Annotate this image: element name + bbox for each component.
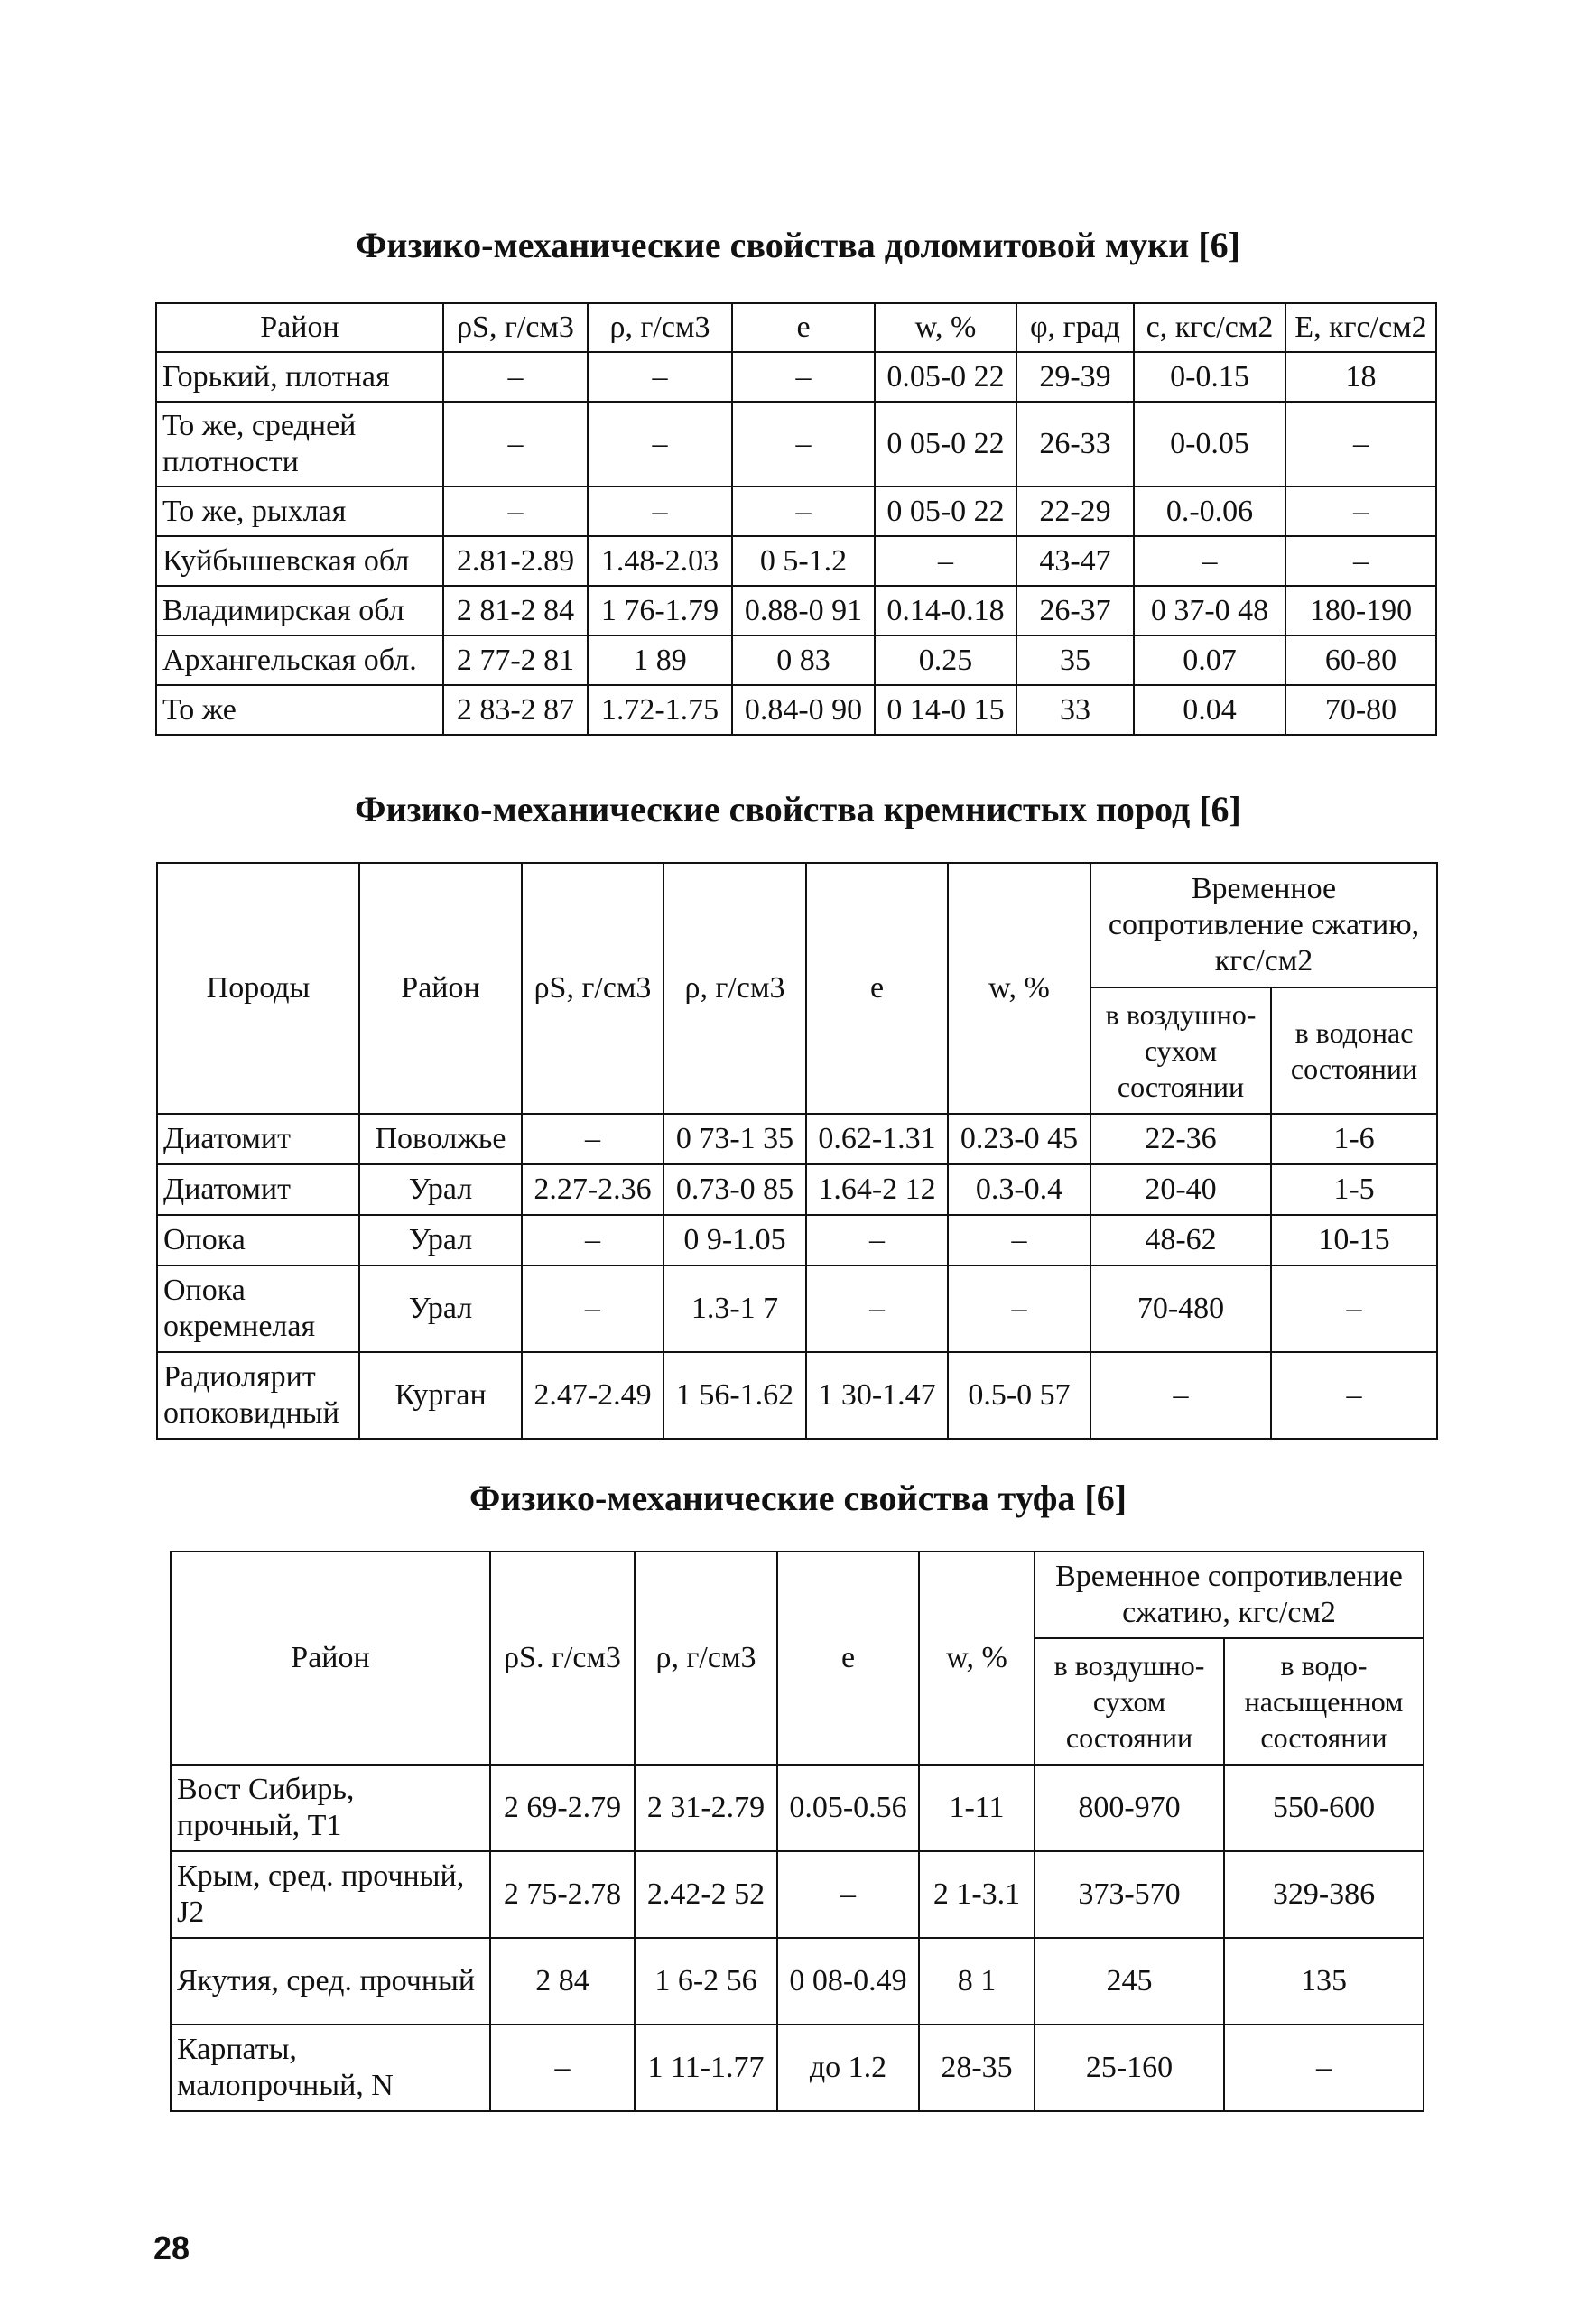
table-cell: – <box>777 1851 919 1938</box>
header-cell: w, % <box>875 303 1016 352</box>
table-cell: – <box>522 1114 663 1164</box>
table-cell: – <box>732 402 875 487</box>
header-cell: ρ, г/см3 <box>588 303 732 352</box>
table-cell: Урал <box>359 1215 522 1265</box>
table-cell: 2 1-3.1 <box>919 1851 1035 1938</box>
header-cell: w, % <box>919 1552 1035 1765</box>
table-cell: – <box>588 487 732 536</box>
table-cell: 26-37 <box>1016 586 1134 635</box>
table-cell: 0.25 <box>875 635 1016 685</box>
table-cell: 26-33 <box>1016 402 1134 487</box>
table-cell: 1 89 <box>588 635 732 685</box>
table-cell: То же <box>156 685 443 735</box>
table-cell: 180-190 <box>1285 586 1436 635</box>
table-cell: То же, рыхлая <box>156 487 443 536</box>
table-row <box>171 1938 1424 2025</box>
table-cell: – <box>732 352 875 402</box>
table-cell: Карпаты, малопрочный, N <box>171 2025 490 2111</box>
table-cell: 0.23-0 45 <box>948 1114 1090 1164</box>
table-row <box>156 352 1436 402</box>
header-cell: в водо-насыщенном состоянии <box>1224 1638 1424 1765</box>
table-cell: 0 05-0 22 <box>875 487 1016 536</box>
table-cell: Опока <box>157 1215 359 1265</box>
table-cell: – <box>443 352 588 402</box>
header-cell: ρ, г/см3 <box>635 1552 777 1765</box>
table-cell: 1 11-1.77 <box>635 2025 777 2111</box>
table-cell: 70-80 <box>1285 685 1436 735</box>
table-cell: 2.47-2.49 <box>522 1352 663 1439</box>
table-cell: – <box>806 1215 948 1265</box>
table-cell: 29-39 <box>1016 352 1134 402</box>
table-cell: Поволжье <box>359 1114 522 1164</box>
table-cell: – <box>875 536 1016 586</box>
table-cell: 2.42-2 52 <box>635 1851 777 1938</box>
table-cell: 1.3-1 7 <box>663 1265 806 1352</box>
header-cell: ρ, г/см3 <box>663 863 806 1114</box>
table-cell: Якутия, сред. прочный <box>171 1938 490 2025</box>
table-cell: – <box>1271 1265 1437 1352</box>
header-cell: Район <box>156 303 443 352</box>
table-cell: 43-47 <box>1016 536 1134 586</box>
table-row <box>171 1851 1424 1938</box>
table-cell: 135 <box>1224 1938 1424 2025</box>
table-cell: – <box>443 402 588 487</box>
header-cell: в водонас состоянии <box>1271 987 1437 1114</box>
header-cell: Временное сопротивление сжатию, кгс/см2 <box>1090 863 1437 987</box>
table-row <box>157 1164 1437 1215</box>
table-cell: – <box>732 487 875 536</box>
table-cell: – <box>1271 1352 1437 1439</box>
table3-header-row <box>171 1552 1424 1638</box>
table-row <box>171 1765 1424 1851</box>
table-cell: 10-15 <box>1271 1215 1437 1265</box>
table-cell: 20-40 <box>1090 1164 1271 1215</box>
header-cell: φ, град <box>1016 303 1134 352</box>
table-cell: 0 9-1.05 <box>663 1215 806 1265</box>
table-cell: – <box>1134 536 1285 586</box>
table-cell: 28-35 <box>919 2025 1035 2111</box>
table-row <box>157 1352 1437 1439</box>
table-cell: 1-5 <box>1271 1164 1437 1215</box>
header-cell: Район <box>359 863 522 1114</box>
table2-header-row <box>157 863 1437 987</box>
table2 <box>156 862 1438 1440</box>
table-row <box>157 1215 1437 1265</box>
table-cell: Куйбышевская обл <box>156 536 443 586</box>
table-cell: – <box>1285 487 1436 536</box>
table-cell: 0.88-0 91 <box>732 586 875 635</box>
header-cell: w, % <box>948 863 1090 1114</box>
table-cell: 1-6 <box>1271 1114 1437 1164</box>
table-cell: 0 05-0 22 <box>875 402 1016 487</box>
table-cell: – <box>1224 2025 1424 2111</box>
table-cell: 0-0.15 <box>1134 352 1285 402</box>
table-cell: – <box>443 487 588 536</box>
table-cell: 0 83 <box>732 635 875 685</box>
table1-title: Физико-механические свойства доломитовой муки [6] <box>356 225 1240 265</box>
table-cell: – <box>522 1215 663 1265</box>
header-cell: E, кгс/см2 <box>1285 303 1436 352</box>
table-cell: 2 83-2 87 <box>443 685 588 735</box>
table-cell: 35 <box>1016 635 1134 685</box>
table-cell: 0.04 <box>1134 685 1285 735</box>
table-cell: 2 31-2.79 <box>635 1765 777 1851</box>
table-cell: 2 84 <box>490 1938 635 2025</box>
table-cell: 2.27-2.36 <box>522 1164 663 1215</box>
table-cell: 2 81-2 84 <box>443 586 588 635</box>
table2-title: Физико-механические свойства кремнистых пород [6] <box>355 789 1241 829</box>
table-cell: 60-80 <box>1285 635 1436 685</box>
table-cell: Горький, плотная <box>156 352 443 402</box>
header-cell: Породы <box>157 863 359 1114</box>
table-row <box>157 1265 1437 1352</box>
table-cell: 0.14-0.18 <box>875 586 1016 635</box>
table-cell: Опока окремнелая <box>157 1265 359 1352</box>
table-cell: 2 75-2.78 <box>490 1851 635 1938</box>
table-row <box>156 536 1436 586</box>
table-cell: То же, средней плотности <box>156 402 443 487</box>
header-cell: в воздушно-сухом состоянии <box>1035 1638 1224 1765</box>
table-cell: 550-600 <box>1224 1765 1424 1851</box>
table-row <box>156 586 1436 635</box>
table-cell: Урал <box>359 1164 522 1215</box>
header-cell: ρS. г/см3 <box>490 1552 635 1765</box>
table-cell: 2 69-2.79 <box>490 1765 635 1851</box>
table-row <box>171 2025 1424 2111</box>
table-cell: Радиолярит опоковидный <box>157 1352 359 1439</box>
table-cell: 48-62 <box>1090 1215 1271 1265</box>
header-cell: ρS, г/см3 <box>443 303 588 352</box>
table-cell: Урал <box>359 1265 522 1352</box>
table-cell: 800-970 <box>1035 1765 1224 1851</box>
table1-header-row <box>156 303 1436 352</box>
table1 <box>155 302 1437 736</box>
table-cell: 0 5-1.2 <box>732 536 875 586</box>
table-cell: до 1.2 <box>777 2025 919 2111</box>
table-cell: 0.5-0 57 <box>948 1352 1090 1439</box>
table-cell: 2 77-2 81 <box>443 635 588 685</box>
header-cell: Временное сопротивление сжатию, кгс/см2 <box>1035 1552 1424 1638</box>
table-cell: 0.05-0.56 <box>777 1765 919 1851</box>
table-cell: 8 1 <box>919 1938 1035 2025</box>
table-cell: 0.05-0 22 <box>875 352 1016 402</box>
table3-title: Физико-механические свойства туфа [6] <box>469 1478 1127 1518</box>
table-cell: Диатомит <box>157 1164 359 1215</box>
table-cell: 2.81-2.89 <box>443 536 588 586</box>
header-cell: e <box>777 1552 919 1765</box>
table-cell: Диатомит <box>157 1114 359 1164</box>
table-cell: Архангельская обл. <box>156 635 443 685</box>
header-cell: e <box>806 863 948 1114</box>
table-cell: 0.84-0 90 <box>732 685 875 735</box>
table-row <box>156 487 1436 536</box>
table-cell: Курган <box>359 1352 522 1439</box>
table-cell: Крым, сред. прочный, J2 <box>171 1851 490 1938</box>
table-cell: 22-29 <box>1016 487 1134 536</box>
table-row <box>156 635 1436 685</box>
table-cell: – <box>1285 402 1436 487</box>
table-cell: 1 6-2 56 <box>635 1938 777 2025</box>
table-cell: Вост Сибирь, прочный, T1 <box>171 1765 490 1851</box>
table-cell: 0.73-0 85 <box>663 1164 806 1215</box>
table-cell: 70-480 <box>1090 1265 1271 1352</box>
table-cell: 1.72-1.75 <box>588 685 732 735</box>
header-cell: e <box>732 303 875 352</box>
table-cell: – <box>522 1265 663 1352</box>
table-cell: 25-160 <box>1035 2025 1224 2111</box>
table3 <box>170 1551 1424 2112</box>
table-cell: 18 <box>1285 352 1436 402</box>
table-cell: 1.64-2 12 <box>806 1164 948 1215</box>
header-cell: ρS, г/см3 <box>522 863 663 1114</box>
table-cell: 1.48-2.03 <box>588 536 732 586</box>
table-cell: 0 73-1 35 <box>663 1114 806 1164</box>
table-cell: 1 76-1.79 <box>588 586 732 635</box>
table-cell: – <box>588 352 732 402</box>
table-cell: – <box>1090 1352 1271 1439</box>
table-cell: – <box>1285 536 1436 586</box>
table-cell: Владимирская обл <box>156 586 443 635</box>
page-number: 28 <box>153 2229 190 2266</box>
table-cell: 373-570 <box>1035 1851 1224 1938</box>
table-cell: 0.-0.06 <box>1134 487 1285 536</box>
header-cell: Район <box>171 1552 490 1765</box>
table-cell: 329-386 <box>1224 1851 1424 1938</box>
table-cell: 1 56-1.62 <box>663 1352 806 1439</box>
table-row <box>156 685 1436 735</box>
table-cell: 22-36 <box>1090 1114 1271 1164</box>
table-cell: 0.07 <box>1134 635 1285 685</box>
table-cell: 0 08-0.49 <box>777 1938 919 2025</box>
table-cell: 0.3-0.4 <box>948 1164 1090 1215</box>
header-cell: в воздушно-сухом состоянии <box>1090 987 1271 1114</box>
table-cell: 0 14-0 15 <box>875 685 1016 735</box>
header-cell: c, кгс/см2 <box>1134 303 1285 352</box>
table-cell: 1 30-1.47 <box>806 1352 948 1439</box>
table-cell: 33 <box>1016 685 1134 735</box>
table-cell: – <box>948 1265 1090 1352</box>
table-cell: 0.62-1.31 <box>806 1114 948 1164</box>
table-cell: – <box>948 1215 1090 1265</box>
table-cell: – <box>490 2025 635 2111</box>
table-row <box>157 1114 1437 1164</box>
table-cell: – <box>806 1265 948 1352</box>
table-cell: 1-11 <box>919 1765 1035 1851</box>
table-row <box>156 402 1436 487</box>
table-cell: – <box>588 402 732 487</box>
table-cell: 0-0.05 <box>1134 402 1285 487</box>
table-cell: 245 <box>1035 1938 1224 2025</box>
table-cell: 0 37-0 48 <box>1134 586 1285 635</box>
